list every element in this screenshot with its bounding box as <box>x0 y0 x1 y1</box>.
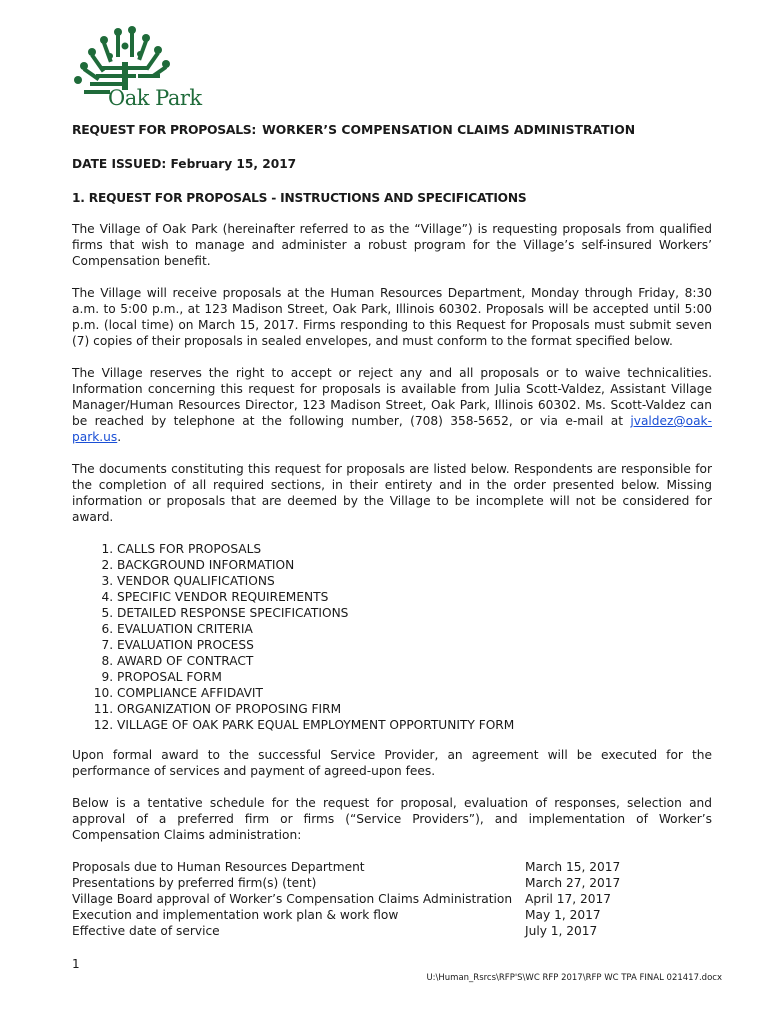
logo-wordmark: Oak Park <box>108 86 202 110</box>
contact-text: The Village reserves the right to accept or reject any and all proposals or to waive technicalities. Information concerning this request for proposals is available from Julia Scott-Valdez, Assistant Village Manager/Human Resources Director, 123 Madison Street, Oak Park, Illinois 60302. Ms. Scott-Valdez can be reached by telephone at the following number, (708) 358-5652, or via e-mail at <box>72 366 712 428</box>
paragraph-documents: The documents constituting this request for proposals are listed below. Respondents are responsible for the completion of all required sections, in their entirety and in the order presented below. Missing information or proposals that are deemed by the Village to be incomplete will not be considered for award. <box>72 462 712 524</box>
paragraph-submission: The Village will receive proposals at the Human Resources Department, Monday through Friday, 8:30 a.m. to 5:00 p.m., at 123 Madison Street, Oak Park, Illinois 60302. Proposals will be accepted until 5:00 p.m. (local time) on March 15, 2017. Firms responding to this Request for Proposals must submit seven (7) copies of their proposals in sealed envelopes, and must conform to the format specified below. <box>72 286 712 348</box>
schedule-item: Presentations by preferred firm(s) (tent) <box>72 876 317 890</box>
paragraph-intro: The Village of Oak Park (hereinafter referred to as the “Village”) is requesting proposals from qualified firms that wish to manage and administer a robust program for the Village’s self-insured Workers’ Compensation benefit. <box>72 222 712 268</box>
list-item: 4. SPECIFIC VENDOR REQUIREMENTS <box>117 589 712 605</box>
list-item: 3. VENDOR QUALIFICATIONS <box>117 573 712 589</box>
file-path-footer: U:\Human_Rsrcs\RFP'S\WC RFP 2017\RFP WC TPA FINAL 021417.docx <box>426 973 722 983</box>
list-item: 12. VILLAGE OF OAK PARK EQUAL EMPLOYMENT OPPORTUNITY FORM <box>117 717 712 733</box>
list-item: 1. CALLS FOR PROPOSALS <box>117 541 712 557</box>
contact-text-end: . <box>117 430 122 444</box>
date-issued: DATE ISSUED: February 15, 2017 <box>72 157 297 171</box>
document-title <box>72 122 712 138</box>
documents-list <box>72 541 712 733</box>
schedule-item: Effective date of service <box>72 924 220 938</box>
page-number: 1 <box>72 957 80 971</box>
list-item: 2. BACKGROUND INFORMATION <box>117 557 712 573</box>
section-heading: 1. REQUEST FOR PROPOSALS - INSTRUCTIONS AND SPECIFICATIONS <box>72 191 527 205</box>
list-item: 11. ORGANIZATION OF PROPOSING FIRM <box>117 701 712 717</box>
schedule-row <box>72 923 712 939</box>
schedule-item: Proposals due to Human Resources Department <box>72 860 365 874</box>
list-item: 7. EVALUATION PROCESS <box>117 637 712 653</box>
schedule-row <box>72 891 712 907</box>
list-item: 10. COMPLIANCE AFFIDAVIT <box>117 685 712 701</box>
paragraph-award: Upon formal award to the successful Service Provider, an agreement will be executed for the performance of services and payment of agreed-upon fees. <box>72 748 712 778</box>
schedule-table <box>72 859 712 939</box>
paragraph-schedule-intro: Below is a tentative schedule for the request for proposal, evaluation of responses, selection and approval of a preferred firm or firms (“Service Providers”), and implementation of Worker’s Compensation Claims administration: <box>72 796 712 842</box>
paragraph-contact <box>72 365 712 445</box>
list-item: 5. DETAILED RESPONSE SPECIFICATIONS <box>117 605 712 621</box>
schedule-date: July 1, 2017 <box>525 924 598 938</box>
schedule-row <box>72 907 712 923</box>
list-item: 9. PROPOSAL FORM <box>117 669 712 685</box>
document-body <box>72 122 712 939</box>
email-link[interactable]: jvaldez@oak-park.us <box>72 414 712 444</box>
schedule-date: March 27, 2017 <box>525 876 621 890</box>
schedule-row <box>72 859 712 875</box>
schedule-date: May 1, 2017 <box>525 908 601 922</box>
list-item: 6. EVALUATION CRITERIA <box>117 621 712 637</box>
schedule-date: March 15, 2017 <box>525 860 621 874</box>
title-label: REQUEST FOR PROPOSALS: <box>72 122 257 137</box>
schedule-date: April 17, 2017 <box>525 892 612 906</box>
title-value: WORKER’S COMPENSATION CLAIMS ADMINISTRATION <box>262 122 636 137</box>
schedule-row <box>72 875 712 891</box>
schedule-item: Execution and implementation work plan & work flow <box>72 908 399 922</box>
schedule-item: Village Board approval of Worker’s Compensation Claims Administration <box>72 892 513 906</box>
list-item: 8. AWARD OF CONTRACT <box>117 653 712 669</box>
